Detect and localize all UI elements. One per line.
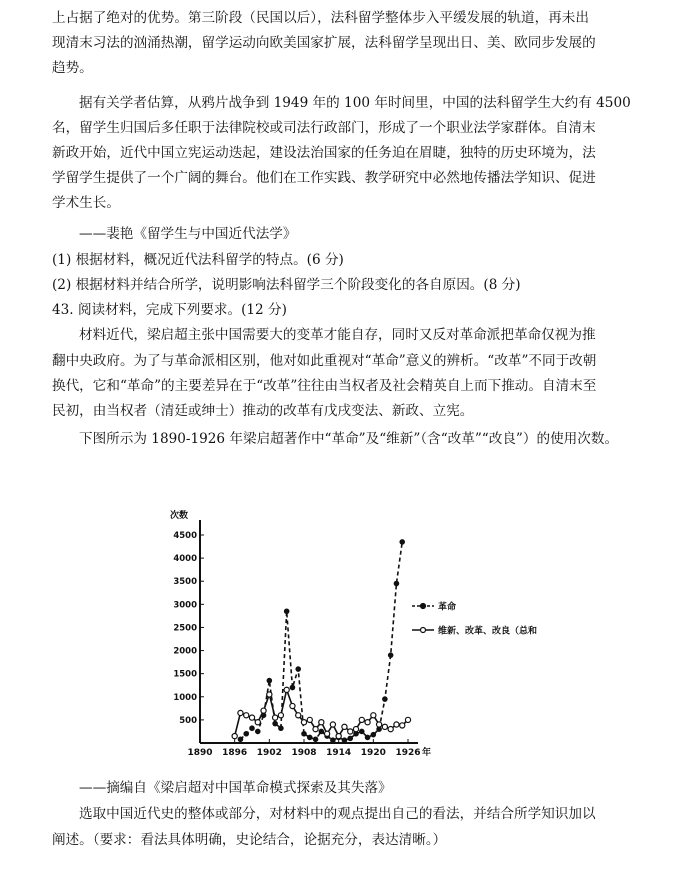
data-point-revolution [256, 729, 260, 733]
data-point-reform [348, 729, 353, 734]
data-point-reform [388, 727, 393, 732]
data-point-reform [377, 722, 382, 727]
x-tick-label: 1890 [187, 748, 213, 758]
data-point-revolution [348, 736, 352, 740]
data-point-reform [330, 722, 335, 727]
y-tick-label: 4500 [173, 531, 197, 541]
paragraph-line: 名，留学生归国后多任职于法律院校或司法行政部门，形成了一个职业法学家群体。自清末 [52, 120, 596, 136]
y-tick-label: 1000 [173, 692, 197, 703]
y-tick-label: 3000 [173, 600, 197, 611]
x-tick-label: 1902 [256, 748, 282, 758]
legend-label: 革命 [438, 602, 457, 613]
paragraph-line: 上占据了绝对的优势。第三阶段（民国以后），法科留学整体步入平缓发展的轨道，再未出 [52, 10, 589, 26]
data-point-reform [244, 713, 249, 718]
data-point-reform [255, 720, 260, 725]
data-point-reform [382, 724, 387, 729]
data-point-revolution [313, 737, 317, 741]
data-point-revolution [360, 729, 364, 733]
paragraph-line: 换代，它和“革命”的主要差异在于“改革”往往由当权者及社会精英自上而下推动。自清末至 [52, 378, 597, 394]
x-tick-label: 1896 [222, 748, 248, 758]
data-point-reform [284, 687, 289, 692]
paragraph-line: 材料近代，梁启超主张中国需要大的变革才能自存，同时又反对革命派把革命仅视为推 [79, 327, 596, 343]
chart-series [232, 540, 411, 743]
data-point-revolution [250, 726, 254, 730]
data-point-revolution [273, 721, 277, 725]
data-point-revolution [244, 732, 248, 736]
question-2: (2) 根据材料并结合所学，说明影响法科留学三个阶段变化的各自原因。(8 分) [52, 277, 521, 293]
data-point-reform [325, 731, 330, 736]
y-tick-label: 500 [179, 715, 197, 726]
data-point-reform [342, 724, 347, 729]
data-point-revolution [331, 738, 335, 742]
y-tick-label: 1500 [173, 669, 197, 680]
source-citation: ——摘编自《梁启超对中国革命模式探索及其失落》 [79, 780, 392, 796]
y-tick-label: 2500 [173, 623, 197, 634]
paragraph-line: 学术生长。 [52, 195, 120, 211]
data-point-reform [336, 733, 341, 738]
line-chart-svg [160, 508, 580, 780]
data-point-reform [232, 733, 237, 738]
data-point-revolution [284, 609, 288, 613]
x-tick-label: 1926 [395, 748, 421, 758]
paragraph-line: 翻中央政府。为了与革命派相区别，他对如此重视对“革命”意义的辨析。“改革”不同于改朝 [52, 353, 597, 369]
data-point-revolution [279, 726, 283, 730]
data-point-reform [301, 720, 306, 725]
data-point-revolution [400, 540, 404, 544]
y-tick-label: 2000 [173, 646, 197, 657]
data-point-reform [249, 715, 254, 720]
chart-legend [412, 601, 537, 637]
data-point-revolution [267, 678, 271, 682]
data-point-revolution [383, 697, 387, 701]
data-point-reform [238, 710, 243, 715]
y-axis-label: 次数 [170, 511, 189, 521]
data-point-reform [296, 713, 301, 718]
data-point-reform [371, 713, 376, 718]
data-point-reform [319, 720, 324, 725]
paragraph-line: 选取中国近代史的整体或部分，对材料中的观点提出自己的看法，并结合所学知识加以 [79, 806, 596, 822]
data-point-revolution [296, 667, 300, 671]
question-1: (1) 根据材料，概况近代法科留学的特点。(6 分) [52, 252, 344, 268]
data-point-revolution [365, 735, 369, 739]
data-point-reform [400, 723, 405, 728]
x-tick-label: 1920 [360, 748, 386, 758]
x-axis-label: 年 [422, 748, 432, 758]
data-point-revolution [394, 581, 398, 585]
paragraph-line: 据有关学者估算，从鸦片战争到 1949 年的 100 年时间里，中国的法科留学生大约有 4500 [79, 95, 631, 111]
source-citation: ——裴艳《留学生与中国近代法学》 [79, 226, 297, 242]
x-tick-label: 1914 [326, 748, 352, 758]
data-point-reform [405, 717, 410, 722]
data-point-revolution [308, 735, 312, 739]
paragraph-line: 民初，由当权者（清廷或绅士）推动的改革有戊戌变法、新政、立宪。 [52, 403, 474, 419]
legend-label: 维新、改革、改良（总和 [438, 626, 538, 637]
data-point-revolution [388, 653, 392, 657]
data-point-reform [353, 727, 358, 732]
data-point-revolution [238, 737, 242, 741]
data-point-revolution [290, 685, 294, 689]
data-point-reform [394, 722, 399, 727]
paragraph-line: 现清末习法的汹涌热潮，留学运动向欧美国家扩展，法科留学呈现出日、美、欧同步发展的 [52, 35, 596, 51]
paragraph-line: 阐述。（要求：看法具体明确，史论结合，论据充分，表达清晰。） [52, 832, 447, 848]
data-point-revolution [319, 729, 323, 733]
data-point-revolution [371, 732, 375, 736]
chart-axes [170, 509, 431, 758]
x-tick-label: 1908 [291, 748, 317, 758]
y-tick-label: 4000 [173, 554, 197, 565]
legend-marker [421, 604, 426, 609]
y-tick-label: 3500 [173, 577, 197, 588]
chart-caption: 下图所示为 1890-1926 年梁启超著作中“革命”及“维新”（含“改革”“改良”）的使用次数。 [79, 431, 619, 447]
line-chart [160, 508, 580, 780]
data-point-reform [359, 717, 364, 722]
data-point-reform [307, 717, 312, 722]
data-point-revolution [302, 732, 306, 736]
data-point-reform [290, 703, 295, 708]
legend-marker [421, 628, 426, 633]
data-point-reform [273, 715, 278, 720]
question-43-heading: 43. 阅读材料，完成下列要求。(12 分) [52, 302, 287, 318]
data-point-reform [365, 720, 370, 725]
paragraph-line: 趋势。 [52, 60, 93, 76]
data-point-reform [313, 727, 318, 732]
paragraph-line: 新政开始，近代中国立宪运动迭起，建设法治国家的任务迫在眉睫，独特的历史环境为，法 [52, 145, 596, 161]
chart-ticks [173, 531, 420, 758]
data-point-reform [261, 708, 266, 713]
data-point-revolution [342, 738, 346, 742]
data-point-reform [278, 713, 283, 718]
paragraph-line: 学留学生提供了一个广阔的舞台。他们在工作实践、教学研究中必然地传播法学知识、促进 [52, 170, 596, 186]
data-point-reform [267, 692, 272, 697]
